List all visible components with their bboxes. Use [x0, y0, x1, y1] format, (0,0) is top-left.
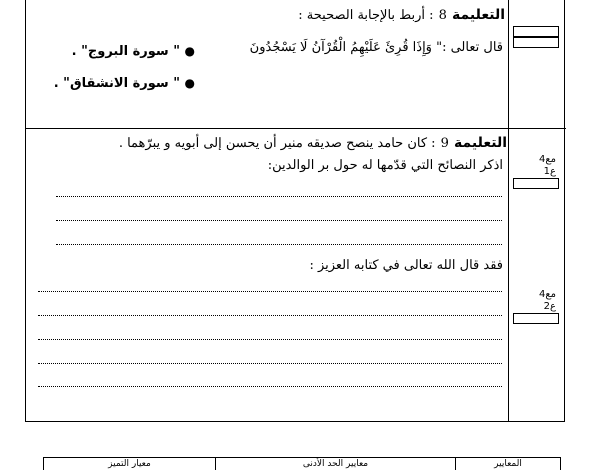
question-2: فقد قال الله تعالى في كتابه العزيز :: [309, 258, 503, 273]
answer-line-7[interactable]: [38, 363, 502, 364]
answer-line-6[interactable]: [38, 339, 502, 340]
choice-1[interactable]: [72, 44, 195, 59]
instruction-8-verse: قال تعالى :" وَإِذَا قُرِئَ عَلَيْهِمُ الْقُرْآنُ لَا يَسْجُدُونَ: [249, 40, 503, 55]
criteria-header-criteria: المعايير: [456, 458, 561, 470]
choice-2-bullet: ●: [184, 76, 195, 90]
choice-2-label: " سورة الانشقاق" .: [53, 76, 180, 91]
instruction-9-number: 9: [440, 136, 449, 151]
criteria-table: [43, 457, 561, 470]
question-1: اذكر النصائح التي قدّمها له حول بر الوالدين:: [267, 158, 503, 173]
criteria-9-box-2: [513, 313, 559, 324]
criteria-9-sub-1: ع1: [543, 166, 556, 177]
answer-line-3[interactable]: [56, 244, 502, 245]
criteria-8-box-bottom: [513, 37, 559, 48]
answer-line-4[interactable]: [38, 291, 502, 292]
instruction-9-heading: [119, 132, 507, 151]
instruction-separator: [25, 128, 566, 129]
answer-line-5[interactable]: [38, 315, 502, 316]
instruction-8-number: 8: [438, 8, 447, 23]
instruction-8-heading: [298, 4, 505, 23]
answer-line-2[interactable]: [56, 220, 502, 221]
exam-frame: [25, 0, 565, 422]
answer-line-1[interactable]: [56, 196, 502, 197]
choice-1-label: " سورة البروج" .: [71, 44, 180, 59]
instruction-8-text: : أربط بالإجابة الصحيحة :: [298, 8, 434, 23]
instruction-9-label: التعليمة: [454, 135, 507, 151]
criteria-8-box-top: [513, 26, 559, 37]
instruction-8-label: التعليمة: [452, 7, 505, 23]
criteria-9-box-1: [513, 178, 559, 189]
criteria-9-sub-2: ع2: [543, 301, 556, 312]
criteria-header-minimum: معايير الحد الأدنى: [216, 458, 456, 470]
criteria-header-excellence: معيار التميز: [44, 458, 216, 470]
choice-2[interactable]: [54, 76, 195, 91]
criteria-9-label-2: مع4: [538, 289, 556, 300]
answer-line-8[interactable]: [38, 386, 502, 387]
instruction-9-text: : كان حامد ينصح صديقه منير أن يحسن إلى أبويه و يبرّهما .: [118, 136, 436, 151]
criteria-9-label-1: مع4: [538, 154, 556, 165]
criteria-table-header-row: [44, 458, 561, 470]
criteria-column-divider: [508, 0, 509, 422]
choice-1-bullet: ●: [184, 44, 195, 58]
